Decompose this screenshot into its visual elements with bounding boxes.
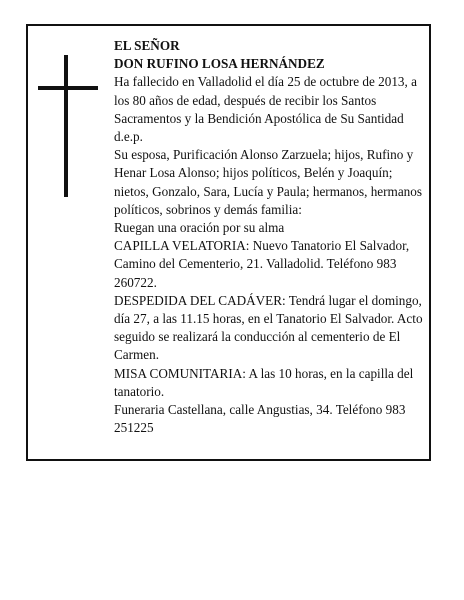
mass-info: MISA COMUNITARIA: A las 10 horas, en la capilla del tanatorio. (114, 365, 414, 399)
farewell-info: DESPEDIDA DEL CADÁVER: Tendrá lugar el domingo, día 27, a las 11.15 horas, en el Tanatorio El Salvador. Acto seguido se realizará la conducción al cementerio de El Carmen. (114, 292, 423, 363)
wake-chapel-info: CAPILLA VELATORIA: Nuevo Tanatorio El Salvador, Camino del Cementerio, 21. Valladolid. Teléfono 983 260722. (114, 238, 410, 290)
funeral-home-info: Funeraria Castellana, calle Angustias, 34. Teléfono 983 251225 (114, 402, 406, 436)
cross-vertical-bar (64, 55, 68, 197)
notice-title-line1: EL SEÑOR (114, 38, 180, 53)
prayer-request: Ruegan una oración por su alma (114, 220, 285, 236)
death-announcement: Ha fallecido en Valladolid el día 25 de octubre de 2013, a los 80 años de edad, después de recibir los Santos Sacramentos y la Bendición Apostólica de Su Santidad d.e.p. (114, 74, 417, 145)
family-list: Su esposa, Purificación Alonso Zarzuela; hijos, Rufino y Henar Losa Alonso; hijos políticos, Belén y Joaquín; nietos, Gonzalo, Sara, Lucía y Paula; hermanos, hermanos políticos, sobrinos y demás familia: (114, 147, 422, 217)
cross-icon (38, 55, 98, 197)
obituary-text (114, 37, 426, 437)
cross-horizontal-bar (38, 86, 98, 90)
notice-title-line2: DON RUFINO LOSA HERNÁNDEZ (114, 56, 325, 72)
